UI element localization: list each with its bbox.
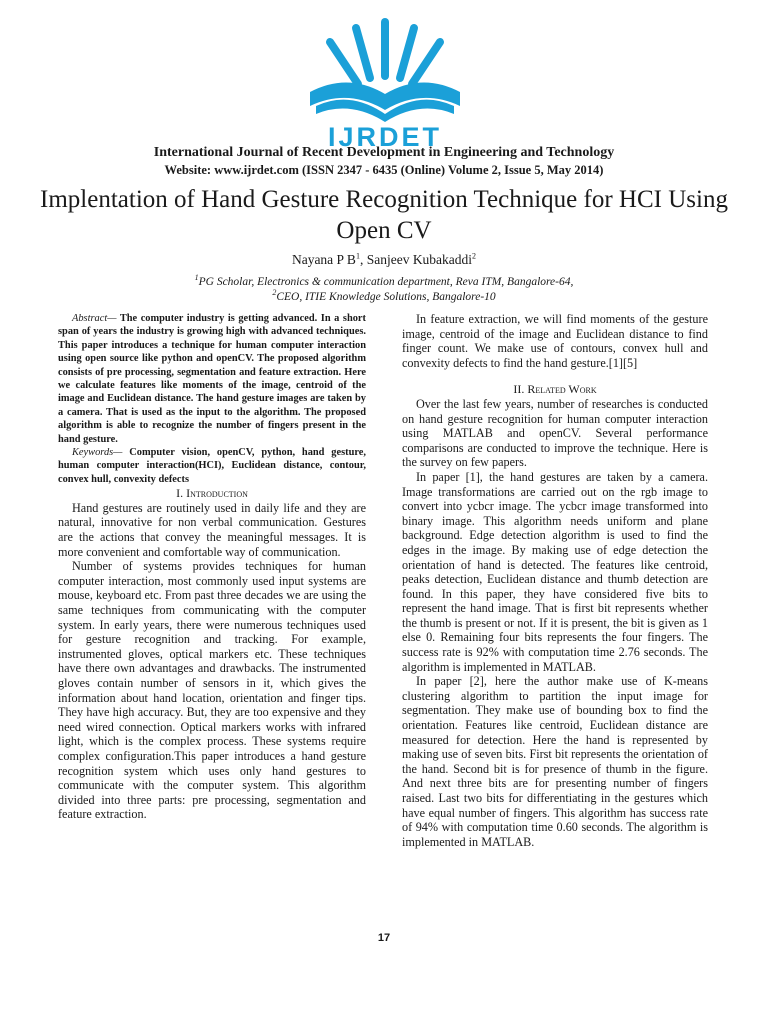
paragraph: Number of systems provides techniques for human computer interaction, most commonly used input systems are mouse, keyboard etc. From past three decades we are using the same techniques from communicating with the computer system. In early years, there were numerous techniques used for gesture recognition and tracking. For example, instrumented gloves, optical markers etc. These techniques have there own advantages and drawbacks. The instrumented gloves contain number of sensors in it, which gives the information about hand location, orientation and finger tips. They have high accuracy. But, they are too expensive and they need wired connection. Optical markers works with infrared light, which is the complex process. These systems require complex configuration.This paper introduces a hand gesture recognition system which uses only hand gestures to communicate with the computer system. This algorithm divided into three parts: pre processing, segmentation and feature extraction. xyxy=(58,559,366,822)
section-number: I. xyxy=(176,486,187,501)
journal-logo xyxy=(290,6,480,150)
left-column xyxy=(58,312,366,822)
book-logo-icon xyxy=(290,6,480,150)
affiliation-1 xyxy=(0,273,768,288)
paragraph: Over the last few years, number of researches is conducted on hand gesture recognition for human computer interaction using MATLAB and openCV. Several performance comparisons are conducted to improve the technique. Here is the survey on few papers. xyxy=(402,396,708,470)
page-number: 17 xyxy=(377,932,391,944)
keywords-text: Computer vision, openCV, python, hand gesture, human computer interaction(HCI), Euclidean distance, contour, convex hull, convexity defects xyxy=(58,447,366,485)
paragraph: Hand gestures are routinely used in daily life and they are natural, innovative for non verbal communication. Gestures are the actions that convey the meaningful messages. It is more convenient and comfortable way of communication. xyxy=(58,500,366,559)
section-number: II. xyxy=(513,382,528,397)
affiliation-superscript: 1 xyxy=(194,273,199,283)
journal-title: International Journal of Recent Development in Engineering and Technology xyxy=(153,145,615,160)
paragraph: In paper [2], here the author make use of K-means clustering algorithm to partition the input image for segmentation. They make use of bounding box to find the orientation. Features like centroid, Euclidean distance are measured for detection. Here the hand is represented by making use of seven bits. First bit represents the orientation of the hand. Second bit is for presence of thumb in the figure. And next three bits are for presenting number of fingers raised. Last two bits for differentiating in the gestures which have equal number of fingers. This algorithm has success rate of 94% with computation time 0.60 seconds. The algorithm is implemented in MATLAB. xyxy=(402,674,708,849)
abstract-label: Abstract— xyxy=(72,313,117,324)
section-heading-introduction xyxy=(58,486,366,501)
right-column xyxy=(402,312,708,849)
affiliation-2 xyxy=(0,288,768,303)
affiliation-text: CEO, ITIE Knowledge Solutions, Bangalore-10 xyxy=(276,291,496,303)
keywords xyxy=(58,446,366,486)
abstract-text: The computer industry is getting advanced. In a short span of years the industry is growing high with advanced techniques. This paper introduces a technique for human computer interaction using open source like python and openCV. The proposed algorithm consists of pre processing, segmentation and feature extraction. Here we calculate features like moments of the image, centroid of the image and Euclidean distance. The hand gesture images are taken by a camera. That is used as the input to the algorithm. The proposed algorithm is able to recognize the number of fingers present in the hand gesture. xyxy=(58,313,366,445)
affiliation-superscript: 2 xyxy=(272,288,277,298)
section-heading-related-work xyxy=(402,382,708,397)
author-superscript: 2 xyxy=(472,251,477,261)
section-title: Introduction xyxy=(186,486,248,501)
keywords-label: Keywords— xyxy=(72,447,123,459)
logo-text: IJRDET xyxy=(327,122,443,150)
paragraph: In feature extraction, we will find moments of the gesture image, centroid of the image and Euclidean distance to find finger count. We make use of contours, convex hull and convexity defects to find the hand gesture.[1][5] xyxy=(402,312,708,370)
author-line xyxy=(0,252,768,268)
section-title: Related Work xyxy=(527,382,597,397)
abstract xyxy=(58,312,366,446)
paper-title: Implentation of Hand Gesture Recognition Technique for HCI Using Open CV xyxy=(40,186,728,244)
author-superscript: 1 xyxy=(355,251,360,261)
author-name: Sanjeev Kubakaddi xyxy=(366,252,473,267)
journal-website-line: Website: www.ijrdet.com (ISSN 2347 - 6435 (Online) Volume 2, Issue 5, May 2014) xyxy=(164,163,604,177)
author-separator: , xyxy=(359,252,367,267)
affiliation-text: PG Scholar, Electronics & communication department, Reva ITM, Bangalore-64, xyxy=(198,276,574,288)
author-name: Nayana P B xyxy=(291,252,356,267)
paragraph: In paper [1], the hand gestures are taken by a camera. Image transformations are carried out on the rgb image to convert into ycbcr image. The ycbcr image transformed into binary image. This algorithm needs uniform and plane background. Edge detection algorithm is used to find the edges in the image. By making use of edge detection the orientation of hand is detected. The features like centroid, peaks detection, Euclidean distance and thumb detection are found. In this paper, they have considered five bits to represent the hand image. That is first bit represents whether the thumb is present or not. If it is present, the bit is given as 1 else 0. Remaining four bits represents the four fingers. The success rate is 92% with computation time 2.76 seconds. The algorithm is implemented in MATLAB. xyxy=(402,469,708,674)
